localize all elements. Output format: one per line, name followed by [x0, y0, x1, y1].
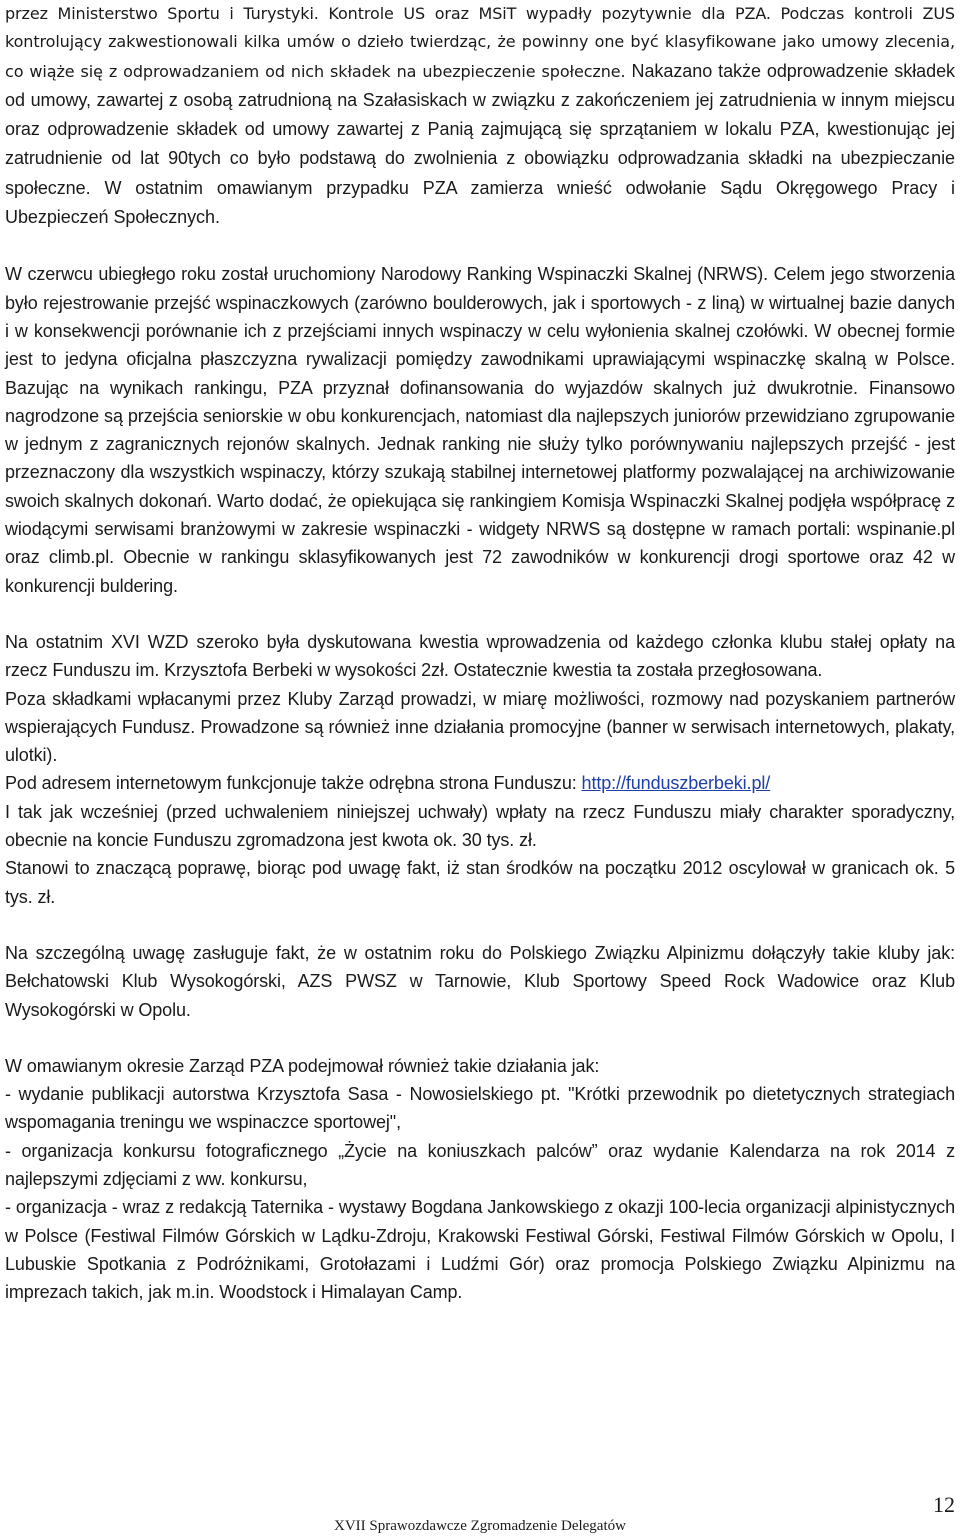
paragraph-fund-partners: Poza składkami wpłacanymi przez Kluby Zarząd prowadzi, w miarę możliwości, rozmowy nad pozyskaniem partnerów wspierających Fundusz. Prowadzone są również inne działania promocyjne (banner w serwisach internetowych, plakaty, ulotki).	[5, 688, 955, 766]
paragraph-fund-improvement: Stanowi to znaczącą poprawę, biorąc pod uwagę fakt, iż stan środków na początku 2012 oscylował w granicach ok. 5 tys. zł.	[5, 858, 955, 907]
paragraph-fund-website	[5, 769, 955, 797]
activity-item: - organizacja konkursu fotograficznego „Życie na koniuszkach palców” oraz wydanie Kalendarza na rok 2014 z najlepszymi zdjęciami z ww. konkursu,	[5, 1140, 955, 1189]
spacer	[5, 600, 955, 628]
paragraph-controls-part2: Nakazano także odprowadzenie składek od umowy, zawartej z osobą zatrudnioną na Szałasiskach w związku z zakończeniem jej zatrudnienia w innym miejscu oraz odprowadzenie składek od umowy zawartej z Panią zajmującą się sprzątaniem w lokalu PZA, kwestionując jej zatrudnienie od lat 90tych co było podstawą do zwolnienia z obowiązku odprowadzania składki na ubezpieczanie społeczne. W ostatnim omawianym przypadku PZA zamierza wnieść odwołanie Sądu Okręgowego Pracy i Ubezpieczeń Społecznych.	[5, 60, 955, 228]
paragraph-nrws: W czerwcu ubiegłego roku został uruchomiony Narodowy Ranking Wspinaczki Skalnej (NRWS). Celem jego stworzenia było rejestrowanie przejść wspinaczkowych (zarówno boulderowych, jak i sportowych - z liną) w wirtualnej bazie danych i w konsekwencji porównanie ich z przejściami innych wspinaczy w celu wyłonienia skalnej czołówki. W obecnej formie jest to jedyna oficjalna płaszczyzna rywalizacji pomiędzy zawodnikami uprawiającymi wspinaczkę skalną w Polsce. Bazując na wynikach rankingu, PZA przyznał dofinansowania do wyjazdów skalnych już dwukrotnie. Finansowo nagrodzone są przejścia seniorskie w obu konkurencjach, natomiast dla najlepszych juniorów przewidziano zgrupowanie w jednym z zagranicznych rejonów skalnych. Jednak ranking nie służy tylko porównywaniu najlepszych przejść - jest przeznaczony dla wszystkich wspinaczy, którzy szukają stabilnej internetowej platformy pozwalającej na archiwizowanie swoich skalnych dokonań. Warto dodać, że opiekująca się rankingiem Komisja Wspinaczki Skalnej podjęła współpracę z wiodącymi serwisami branżowymi w zakresie wspinaczki - widgety NRWS są dostępne w ramach portali: wspinanie.pl oraz climb.pl. Obecnie w rankingu sklasyfikowanych jest 72 zawodników w konkurencji drogi sportowe oraz 42 w konkurencji buldering.	[5, 264, 955, 596]
paragraph-controls	[5, 0, 955, 232]
fund-website-link[interactable]: http://funduszberbeki.pl/	[581, 773, 771, 794]
paragraph-activities-intro: W omawianym okresie Zarząd PZA podejmował również takie działania jak:	[5, 1055, 600, 1076]
spacer	[5, 232, 955, 260]
activity-item: - organizacja - wraz z redakcją Taternika - wystawy Bogdana Jankowskiego z okazji 100-lecia organizacji alpinistycznych w Polsce (Festiwal Filmów Górskich w Lądku-Zdroju, Krakowski Festiwal Górski, Festiwal Filmów Górskich w Opolu, I Lubuskie Spotkania z Podróżnikami, Grotołazami i Ludźmi Gór) oraz promocja Polskiego Związku Alpinizmu na imprezach takich, jak m.in. Woodstock i Himalayan Camp.	[5, 1197, 955, 1303]
activity-item: - wydanie publikacji autorstwa Krzysztofa Sasa - Nowosielskiego pt. "Krótki przewodnik po dietetycznych strategiach wspomagania treningu we wspinaczce sportowej",	[5, 1084, 955, 1133]
paragraph-controls-part1: przez Ministerstwo Sportu i Turystyki. Kontrole US oraz MSiT wypadły pozytywnie dla PZA. Podczas kontroli ZUS kontrolujący zakwestionowali kilka umów o dzieło twierdząc, że powinny one być klasyfikowane jako umowy zlecenia, co wiąże się z odprowadzaniem od nich składek na ubezpieczenie społeczne.	[5, 4, 955, 81]
paragraph-fund-balance: I tak jak wcześniej (przed uchwaleniem niniejszej uchwały) wpłaty na rzecz Funduszu miały charakter sporadyczny, obecnie na koncie Funduszu zgromadzona jest kwota ok. 30 tys. zł.	[5, 801, 955, 851]
paragraph-fund-fee: Na ostatnim XVI WZD szeroko była dyskutowana kwestia wprowadzenia od każdego członka klubu stałej opłaty na rzecz Funduszu im. Krzysztofa Berbeki w wysokości 2zł. Ostatecznie kwestia ta została przegłosowana.	[5, 631, 955, 681]
spacer	[5, 911, 955, 939]
page-footer: XVII Sprawozdawcze Zgromadzenie Delegatów	[334, 1518, 626, 1534]
document-page	[5, 0, 955, 1306]
page-number: 12	[933, 1492, 955, 1517]
spacer	[5, 1024, 955, 1052]
fund-website-text: Pod adresem internetowym funkcjonuje także odrębna strona Funduszu:	[5, 773, 577, 794]
paragraph-new-clubs: Na szczególną uwagę zasługuje fakt, że w ostatnim roku do Polskiego Związku Alpinizmu dołączyły takie kluby jak: Bełchatowski Klub Wysokogórski, AZS PWSZ w Tarnowie, Klub Sportowy Speed Rock Wadowice oraz Klub Wysokogórski w Opolu.	[5, 942, 955, 1020]
